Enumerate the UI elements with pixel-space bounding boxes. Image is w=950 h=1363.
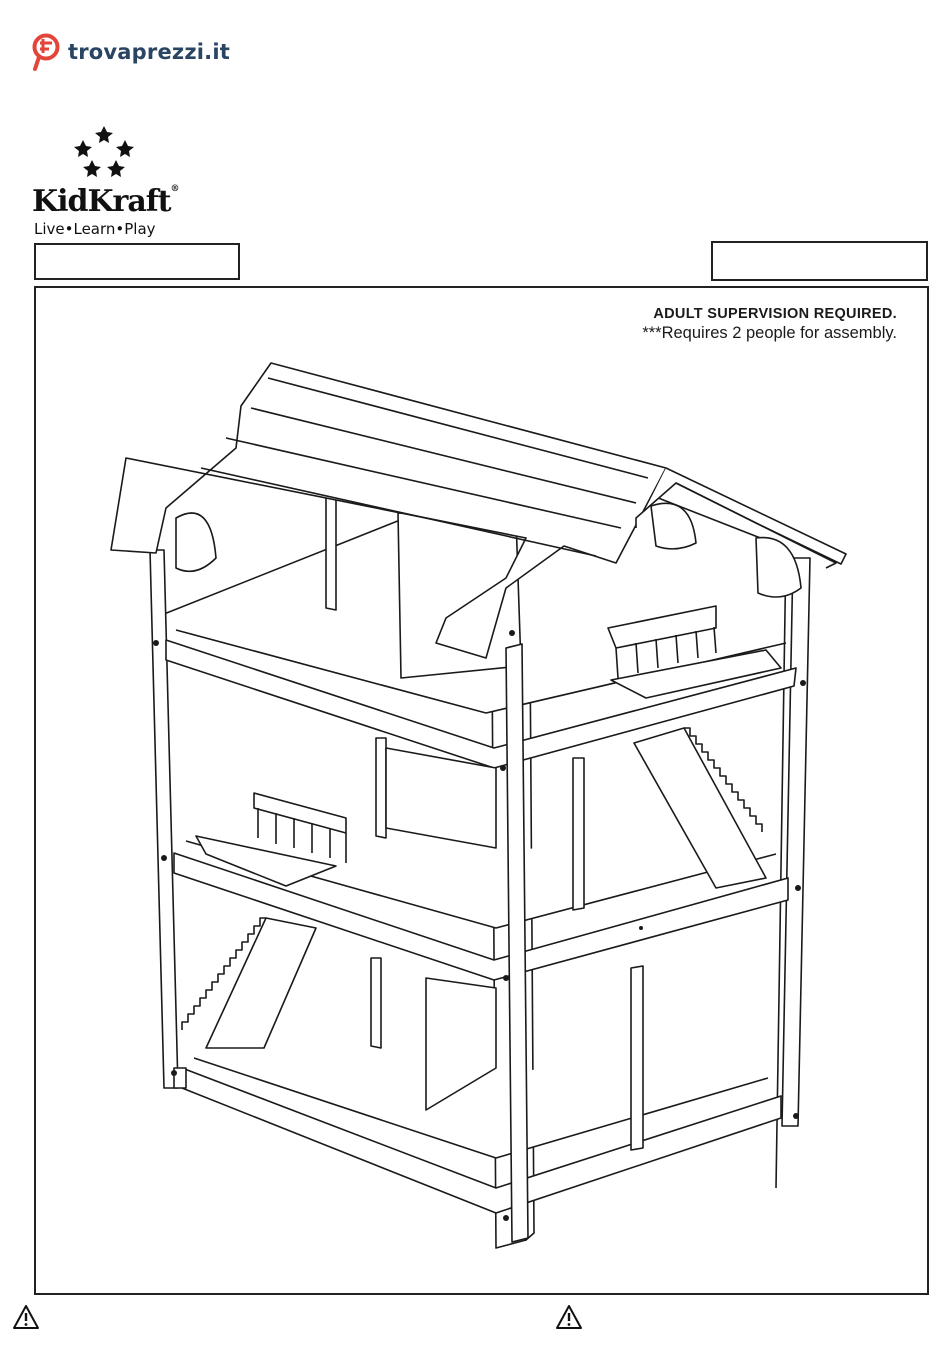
logo-name-text: KidKraft	[32, 184, 171, 219]
dollhouse-illustration	[36, 288, 927, 1293]
notice-title: ADULT SUPERVISION REQUIRED.	[653, 306, 897, 322]
notice-subtitle: ***Requires 2 people for assembly.	[642, 324, 897, 342]
magnifier-price-icon	[32, 32, 62, 72]
label-box-left	[34, 243, 240, 280]
logo-tagline: Live•Learn•Play	[34, 220, 156, 238]
logo-name	[32, 184, 179, 219]
brand-bar[interactable]	[32, 32, 230, 72]
label-box-right	[711, 241, 928, 281]
site-name[interactable]: trovaprezzi.it	[68, 40, 230, 64]
warning-triangle-icon	[12, 1304, 40, 1330]
warning-triangle-icon	[555, 1304, 583, 1330]
supervision-notice	[642, 306, 897, 343]
kidkraft-logo	[32, 122, 182, 242]
five-stars-kids-icon	[70, 122, 150, 184]
registered-mark: ®	[170, 184, 179, 194]
instruction-frame	[34, 286, 929, 1295]
